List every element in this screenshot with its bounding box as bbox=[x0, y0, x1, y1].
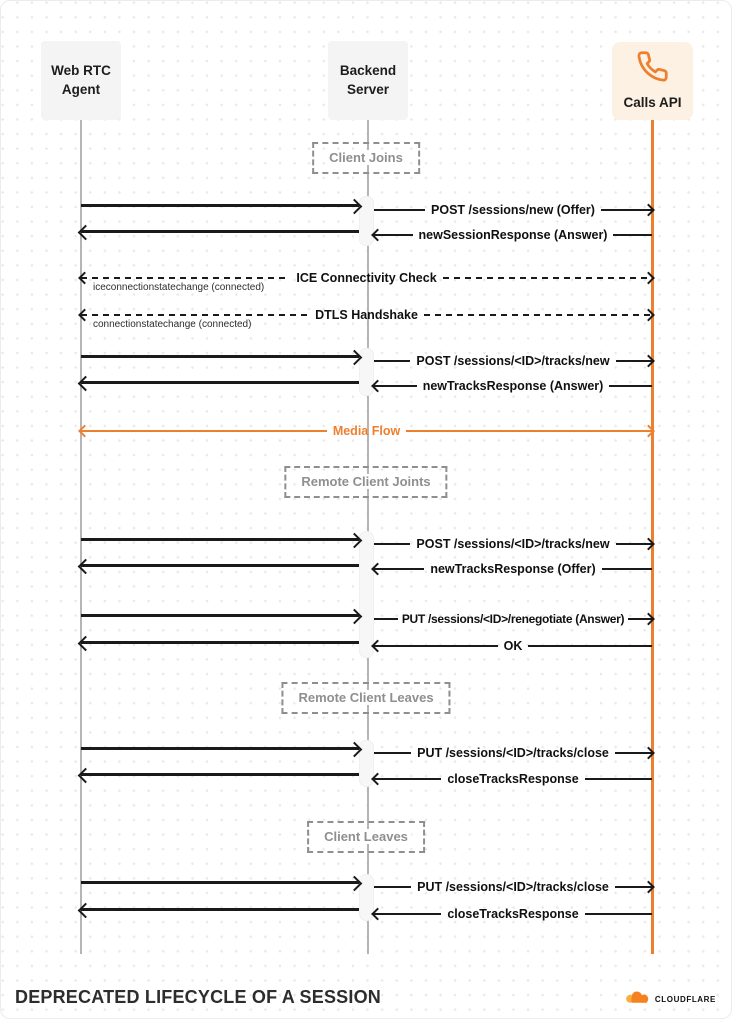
message-label: closeTracksResponse bbox=[447, 771, 579, 786]
message-label: OK bbox=[503, 638, 523, 653]
phase-label: Remote Client Leaves bbox=[295, 690, 436, 705]
message-label: Media Flow bbox=[332, 423, 401, 438]
actor-label: Calls API bbox=[623, 94, 682, 110]
arrow-backend-to-agent bbox=[81, 641, 359, 644]
arrowhead-left-icon bbox=[78, 425, 91, 438]
message-sublabel: iceconnectionstatechange (connected) bbox=[93, 282, 265, 293]
actor-backend-server bbox=[328, 41, 408, 120]
phase-remote-client-joints bbox=[284, 466, 447, 498]
activation-bar bbox=[359, 348, 374, 396]
arrow-agent-to-backend bbox=[81, 355, 359, 358]
arrow-line bbox=[613, 234, 652, 237]
message-put-tracks-close-2 bbox=[374, 877, 652, 897]
arrow-line bbox=[81, 314, 309, 317]
message-label: POST /sessions/new (Offer) bbox=[431, 202, 595, 217]
phase-client-leaves bbox=[307, 821, 425, 853]
arrowhead-left-icon bbox=[371, 563, 384, 576]
message-post-tracks-new bbox=[374, 351, 652, 371]
arrow-line bbox=[443, 277, 652, 280]
arrow-line bbox=[406, 430, 652, 433]
arrowhead-left-icon bbox=[371, 229, 384, 242]
phase-client-joins bbox=[312, 142, 420, 174]
actor-webrtc-agent bbox=[41, 41, 121, 120]
cloudflare-logo bbox=[624, 989, 716, 1010]
message-close-tracks-response-2 bbox=[374, 904, 652, 924]
arrowhead-left-icon bbox=[371, 773, 384, 786]
message-close-tracks-response bbox=[374, 769, 652, 789]
phase-label: Client Leaves bbox=[321, 829, 411, 844]
message-label: ICE Connectivity Check bbox=[296, 270, 437, 285]
arrowhead-left-icon bbox=[371, 908, 384, 921]
message-media-flow bbox=[81, 421, 652, 441]
arrowhead-left-icon bbox=[371, 380, 384, 393]
arrow-line bbox=[424, 314, 652, 317]
arrow-line bbox=[374, 886, 411, 889]
message-sublabel: connectionstatechange (connected) bbox=[93, 319, 252, 330]
arrow-agent-to-backend bbox=[81, 538, 359, 541]
message-new-tracks-response-offer bbox=[374, 559, 652, 579]
actor-label: Backend bbox=[339, 63, 397, 79]
message-label: newTracksResponse (Offer) bbox=[430, 561, 596, 576]
arrow-agent-to-backend bbox=[81, 881, 359, 884]
message-label: PUT /sessions/<ID>/tracks/close bbox=[417, 745, 609, 760]
arrow-line bbox=[374, 778, 441, 781]
activation-bar bbox=[359, 196, 374, 246]
arrow-line bbox=[374, 913, 441, 916]
message-post-tracks-new-2 bbox=[374, 534, 652, 554]
arrow-line bbox=[81, 277, 290, 280]
message-new-session-response bbox=[374, 225, 652, 245]
arrow-line bbox=[609, 385, 652, 388]
message-new-tracks-response-answer bbox=[374, 376, 652, 396]
arrowhead-left-icon bbox=[78, 309, 91, 322]
phone-icon bbox=[636, 50, 669, 88]
brand-name: CLOUDFLARE bbox=[654, 995, 716, 1004]
arrow-line bbox=[374, 360, 410, 363]
message-label: POST /sessions/<ID>/tracks/new bbox=[416, 353, 610, 368]
message-label: POST /sessions/<ID>/tracks/new bbox=[416, 536, 610, 551]
arrow-line bbox=[374, 752, 411, 755]
arrow-agent-to-backend bbox=[81, 204, 359, 207]
arrow-backend-to-agent bbox=[81, 908, 359, 911]
arrowhead-left-icon bbox=[371, 640, 384, 653]
actor-calls-api bbox=[612, 42, 693, 120]
arrow-line bbox=[81, 430, 327, 433]
message-label: closeTracksResponse bbox=[447, 906, 579, 921]
arrow-line bbox=[374, 209, 425, 212]
arrow-line bbox=[585, 778, 652, 781]
message-label: newTracksResponse (Answer) bbox=[422, 378, 604, 393]
activation-bar bbox=[359, 531, 374, 658]
arrow-line bbox=[528, 645, 652, 648]
arrow-backend-to-agent bbox=[81, 773, 359, 776]
message-label: PUT /sessions/<ID>/renegotiate (Answer) bbox=[401, 612, 625, 626]
message-label: PUT /sessions/<ID>/tracks/close bbox=[417, 879, 609, 894]
message-put-renegotiate bbox=[374, 609, 652, 629]
message-put-tracks-close bbox=[374, 743, 652, 763]
arrow-agent-to-backend bbox=[81, 747, 359, 750]
arrow-line bbox=[585, 913, 652, 916]
actor-label: Web RTC bbox=[51, 63, 111, 79]
arrow-backend-to-agent bbox=[81, 230, 359, 233]
arrow-backend-to-agent bbox=[81, 564, 359, 567]
cloudflare-cloud-icon bbox=[624, 989, 651, 1010]
phase-label: Remote Client Joints bbox=[298, 474, 433, 489]
arrow-line bbox=[374, 618, 398, 621]
arrow-line bbox=[374, 543, 410, 546]
phase-label: Client Joins bbox=[326, 150, 406, 165]
message-label: newSessionResponse (Answer) bbox=[418, 227, 608, 242]
message-label: DTLS Handshake bbox=[315, 307, 418, 322]
arrow-agent-to-backend bbox=[81, 614, 359, 617]
message-ok bbox=[374, 636, 652, 656]
phase-remote-client-leaves bbox=[281, 682, 450, 714]
message-post-sessions-new bbox=[374, 200, 652, 220]
arrowhead-left-icon bbox=[78, 272, 91, 285]
actor-label: Server bbox=[346, 81, 390, 97]
arrow-line bbox=[602, 568, 652, 571]
page-title: DEPRECATED LIFECYCLE OF A SESSION bbox=[15, 987, 381, 1007]
lifeline-webrtc-agent bbox=[80, 120, 82, 954]
arrow-backend-to-agent bbox=[81, 381, 359, 384]
arrow-line bbox=[374, 645, 498, 648]
actor-label: Agent bbox=[61, 81, 101, 97]
